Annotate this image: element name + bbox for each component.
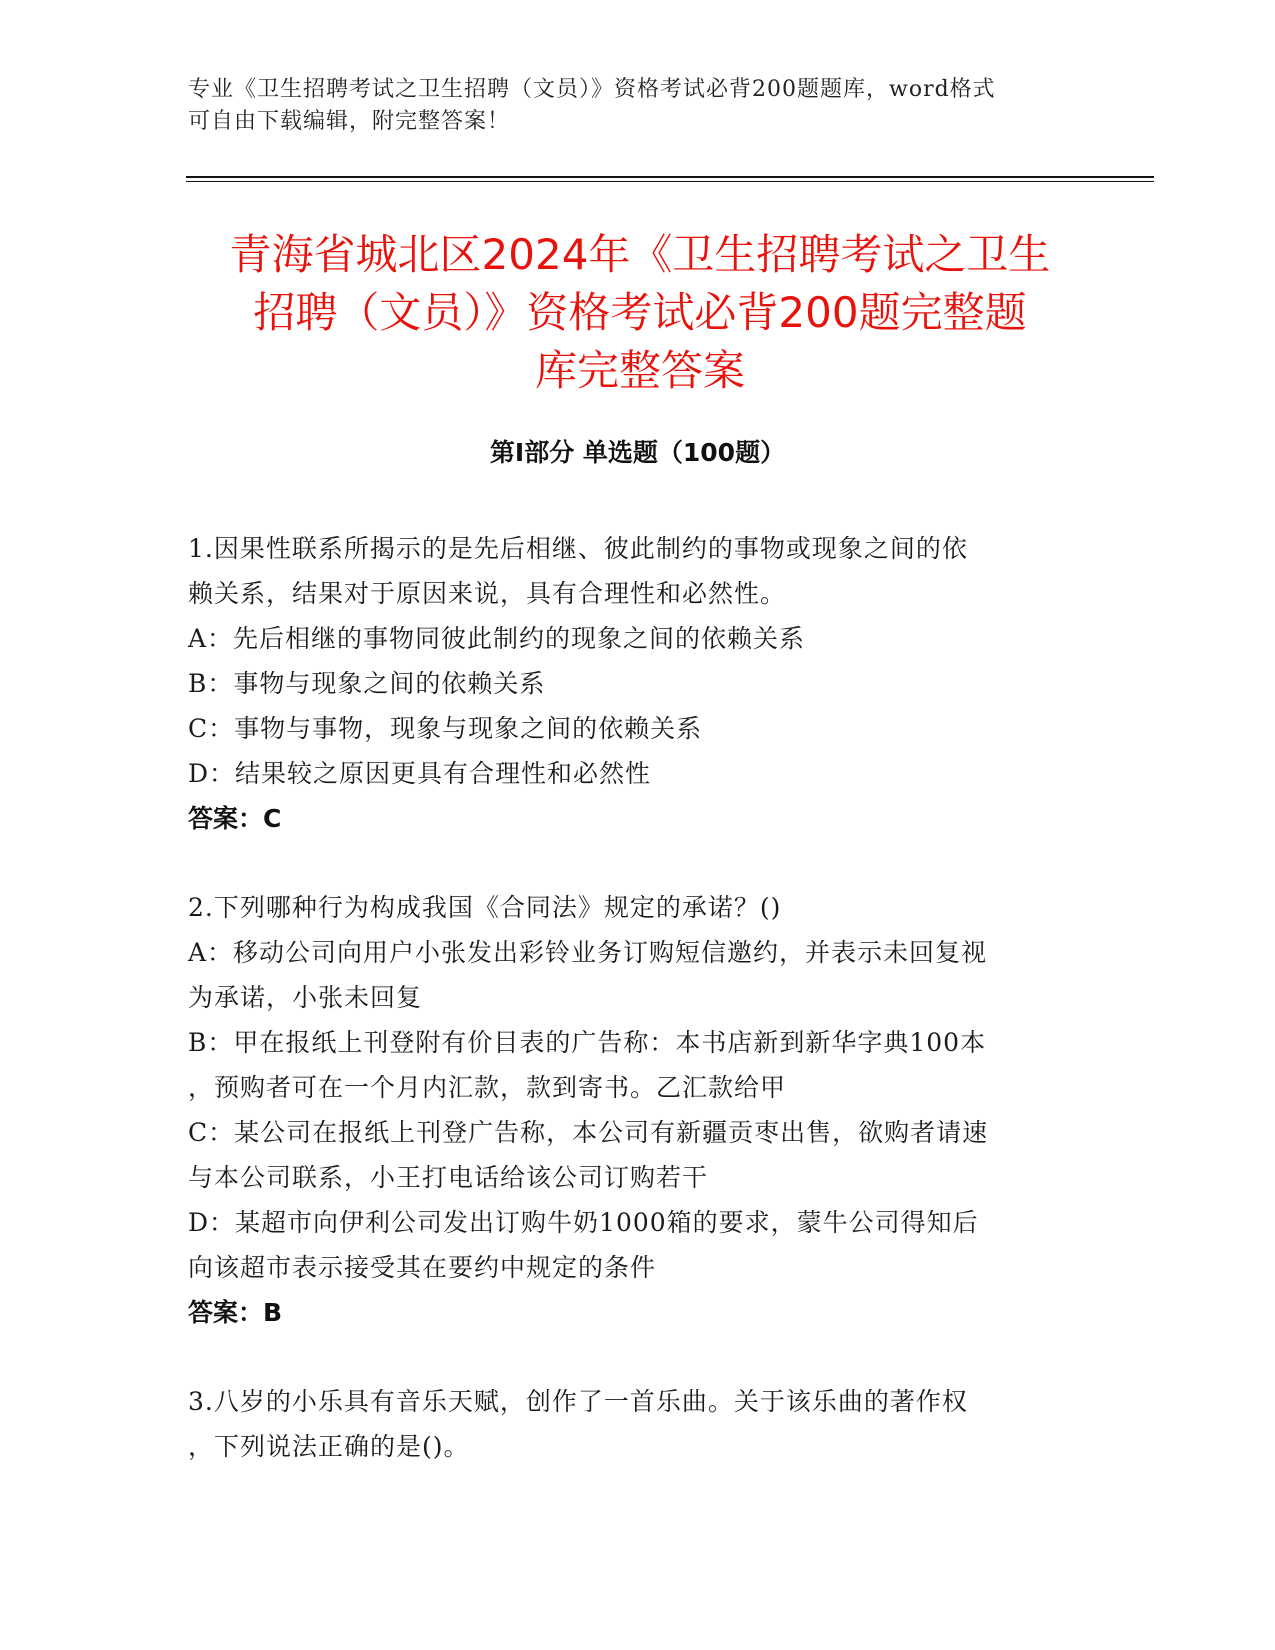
question-2-option-c-line-1: C：某公司在报纸上刊登广告称，本公司有新疆贡枣出售，欲购者请速 [188,1118,989,1147]
document-title-line-2: 招聘（文员）》资格考试必背200题完整题 [253,288,1027,337]
document-title [180,226,1100,400]
header-note-line-2: 可自由下载编辑，附完整答案！ [188,109,511,134]
question-1-option-d: D：结果较之原因更具有合理性和必然性 [188,759,652,788]
header-rule-thick [186,176,1154,178]
question-1-option-a: A：先后相继的事物同彼此制约的现象之间的依赖关系 [188,624,806,653]
question-3 [188,1379,1068,1469]
question-2-option-b-line-1: B：甲在报纸上刊登附有价目表的广告称：本书店新到新华字典100本 [188,1028,987,1057]
question-1-option-c: C：事物与事物，现象与现象之间的依赖关系 [188,714,703,743]
header-note-line-1: 专业《卫生招聘考试之卫生招聘（文员）》资格考试必背200题题库，word格式 [188,77,996,102]
question-2-option-a-line-2: 为承诺，小张未回复 [188,983,423,1012]
question-3-stem-line-1: 3.八岁的小乐具有音乐天赋，创作了一首乐曲。关于该乐曲的著作权 [188,1387,968,1416]
question-2-option-d-line-1: D：某超市向伊利公司发出订购牛奶1000箱的要求，蒙牛公司得知后 [188,1208,979,1237]
question-1 [188,526,1068,841]
section-heading: 第Ⅰ部分 单选题（100题） [489,438,786,467]
question-1-option-b: B：事物与现象之间的依赖关系 [188,669,546,698]
question-3-stem-line-2: ，下列说法正确的是()。 [188,1432,470,1461]
question-1-stem-line-2: 赖关系，结果对于原因来说，具有合理性和必然性。 [188,579,787,608]
header-rule-thin [186,181,1154,182]
question-2-option-d-line-2: 向该超市表示接受其在要约中规定的条件 [188,1253,657,1282]
question-2-stem-line-1: 2.下列哪种行为构成我国《合同法》规定的承诺？() [188,893,782,922]
question-2 [188,885,1068,1335]
question-2-option-c-line-2: 与本公司联系，小王打电话给该公司订购若干 [188,1163,709,1192]
question-2-option-b-line-2: ，预购者可在一个月内汇款，款到寄书。乙汇款给甲 [188,1073,787,1102]
document-title-line-3: 库完整答案 [534,346,745,395]
question-1-answer: 答案：C [188,804,282,833]
header-note [188,74,1068,138]
question-list [188,526,1068,1513]
document-title-line-1: 青海省城北区2024年《卫生招聘考试之卫生 [229,230,1051,279]
question-2-answer: 答案：B [188,1298,283,1327]
question-1-stem-line-1: 1.因果性联系所揭示的是先后相继、彼此制约的事物或现象之间的依 [188,534,968,563]
question-2-option-a-line-1: A：移动公司向用户小张发出彩铃业务订购短信邀约，并表示未回复视 [188,938,988,967]
